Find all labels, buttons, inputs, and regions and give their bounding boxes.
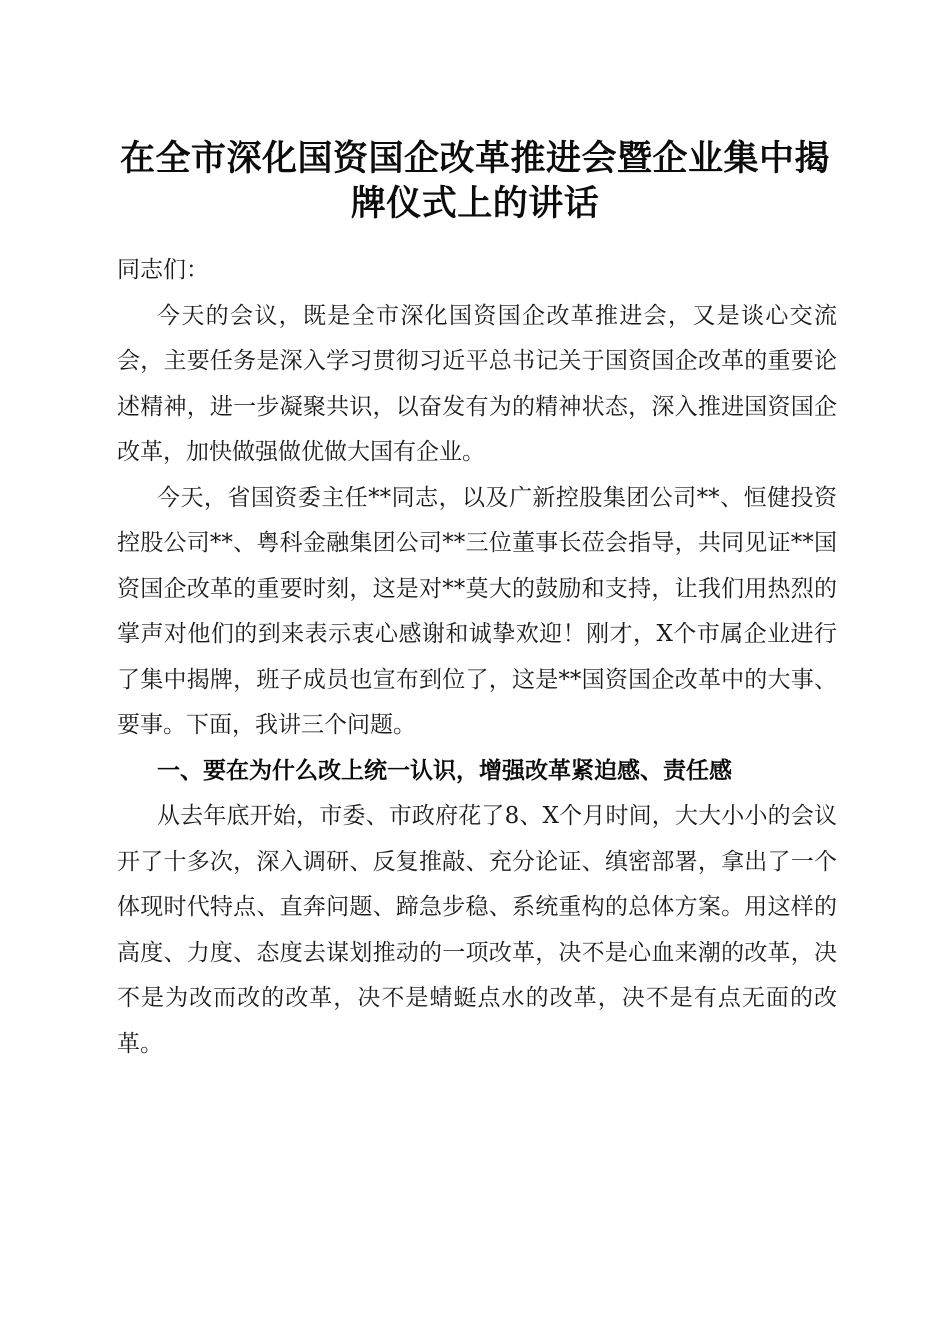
- paragraph-section-1: 从去年底开始，市委、市政府花了8、X个月时间，大大小小的会议开了十多次，深入调研、反复推敲、充分论证、缜密部署，拿出了一个体现时代特点、直奔问题、蹄急步稳、系统重构的总体方案。用这样的高度、力度、态度去谋划推动的一项改革，决不是心血来潮的改革，决不是为改而改的改革，决不是蜻蜓点水的改革，决不是有点无面的改革。: [117, 803, 837, 1057]
- paragraph-opening: 今天的会议，既是全市深化国资国企改革推进会，又是谈心交流会，主要任务是深入学习贯彻习近平总书记关于国资国企改革的重要论述精神，进一步凝聚共识，以奋发有为的精神状态，深入推进国资国企改革，加快做强做优做大国有企业。: [117, 302, 837, 465]
- paragraph-guests: 今天，省国资委主任**同志，以及广新控股集团公司**、恒健投资控股公司**、粤科金融集团公司**三位董事长莅会指导，共同见证**国资国企改革的重要时刻，这是对**莫大的鼓励和支持，让我们用热烈的掌声对他们的到来表示衷心感谢和诚挚欢迎！刚才，X个市属企业进行了集中揭牌，班子成员也宣布到位了，这是**国资国企改革中的大事、要事。下面，我讲三个问题。: [117, 484, 837, 738]
- salutation: 同志们：: [117, 257, 209, 283]
- title-line-1: 在全市深化国资国企改革推进会暨企业集中揭: [119, 138, 830, 179]
- document-title: [100, 136, 850, 226]
- document-body: [117, 248, 837, 1067]
- section-heading-1: 一、要在为什么改上统一认识，增强改革紧迫感、责任感: [157, 757, 732, 784]
- title-line-2: 牌仪式上的讲话: [350, 183, 600, 224]
